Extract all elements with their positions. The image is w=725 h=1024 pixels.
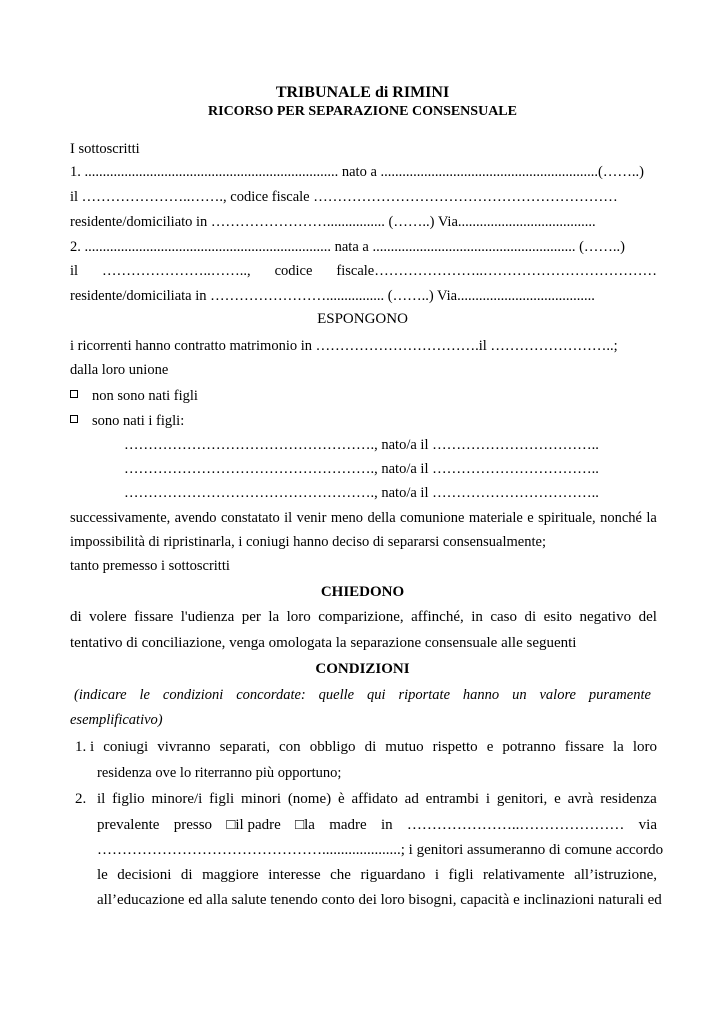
party1-line1: 1. ...................................................................... nato a ............................................................(……..) bbox=[70, 164, 644, 180]
item1-line1: i coniugi vivranno separati, con obbligo di mutuo rispetto e potranno fissare la loro bbox=[90, 739, 657, 755]
item1-line2: residenza ove lo riterranno più opportuno; bbox=[97, 765, 342, 781]
separation-paragraph-line1: successivamente, avendo constatato il venir meno della comunione materiale e spirituale, nonché la bbox=[70, 510, 657, 526]
premesso-line: tanto premesso i sottoscritti bbox=[70, 558, 230, 574]
item2-line3: ……………………………………….....................; i genitori assumeranno di comune accordo bbox=[97, 842, 664, 858]
item1-number: 1. bbox=[75, 739, 87, 755]
party2-line1: 2. .................................................................... nata a ........................................................ (……..) bbox=[70, 239, 625, 255]
condizioni-note-line2: esemplificativo) bbox=[70, 712, 163, 728]
option-no-children: non sono nati figli bbox=[70, 387, 198, 405]
court-title: TRIBUNALE di RIMINI bbox=[275, 84, 450, 101]
item2-number: 2. bbox=[75, 791, 87, 807]
child-line: ……………………………………………., nato/a il …………………………….. bbox=[124, 437, 599, 453]
party1-line2: il …………………..……., codice fiscale ……………………………………………………… bbox=[70, 189, 618, 205]
child-line: ……………………………………………., nato/a il …………………………….. bbox=[124, 485, 599, 501]
intro-text: I sottoscritti bbox=[70, 141, 140, 157]
marriage-line: i ricorrenti hanno contratto matrimonio in …………………………….il ……………………..; bbox=[70, 338, 618, 354]
condizioni-heading: CONDIZIONI bbox=[315, 661, 410, 677]
party2-line3: residente/domiciliata in ……………………................ (……..) Via...................................... bbox=[70, 288, 595, 304]
union-line: dalla loro unione bbox=[70, 362, 169, 378]
chiedono-line2: tentativo di conciliazione, venga omologata la separazione consensuale alle seguenti bbox=[70, 635, 577, 651]
chiedono-line1: di volere fissare l'udienza per la loro comparizione, affinché, in caso di esito negativo del bbox=[70, 609, 657, 625]
item2-line1: il figlio minore/i figli minori (nome) è affidato ad entrambi i genitori, e avrà residenza bbox=[97, 791, 657, 807]
checkbox-icon bbox=[70, 415, 78, 423]
chiedono-heading: CHIEDONO bbox=[320, 584, 405, 600]
child-line: ……………………………………………., nato/a il …………………………….. bbox=[124, 461, 599, 477]
option-children: sono nati i figli: bbox=[70, 412, 184, 430]
espongono-heading: ESPONGONO bbox=[317, 311, 408, 327]
condizioni-note-line1: (indicare le condizioni concordate: quelle qui riportate hanno un valore puramente bbox=[74, 687, 651, 703]
party1-line3: residente/domiciliato in ……………………................ (……..) Via...................................... bbox=[70, 214, 596, 230]
checkbox-icon bbox=[70, 390, 78, 398]
party2-line2: il …………………..…….., codice fiscale…………………..……………………………… bbox=[70, 263, 657, 279]
separation-paragraph-line2: impossibilità di ripristinarla, i coniugi hanno deciso di separarsi consensualmente; bbox=[70, 534, 546, 550]
item2-line2: prevalente presso □il padre □la madre in …………………..………………… via bbox=[97, 817, 657, 833]
document-subtitle: RICORSO PER SEPARAZIONE CONSENSUALE bbox=[208, 104, 517, 119]
item2-line5: all’educazione ed alla salute tenendo conto dei loro bisogni, capacità e inclinazioni naturali ed bbox=[97, 892, 662, 908]
item2-line4: le decisioni di maggiore interesse che riguardano i figli relativamente all’istruzione, bbox=[97, 867, 657, 883]
